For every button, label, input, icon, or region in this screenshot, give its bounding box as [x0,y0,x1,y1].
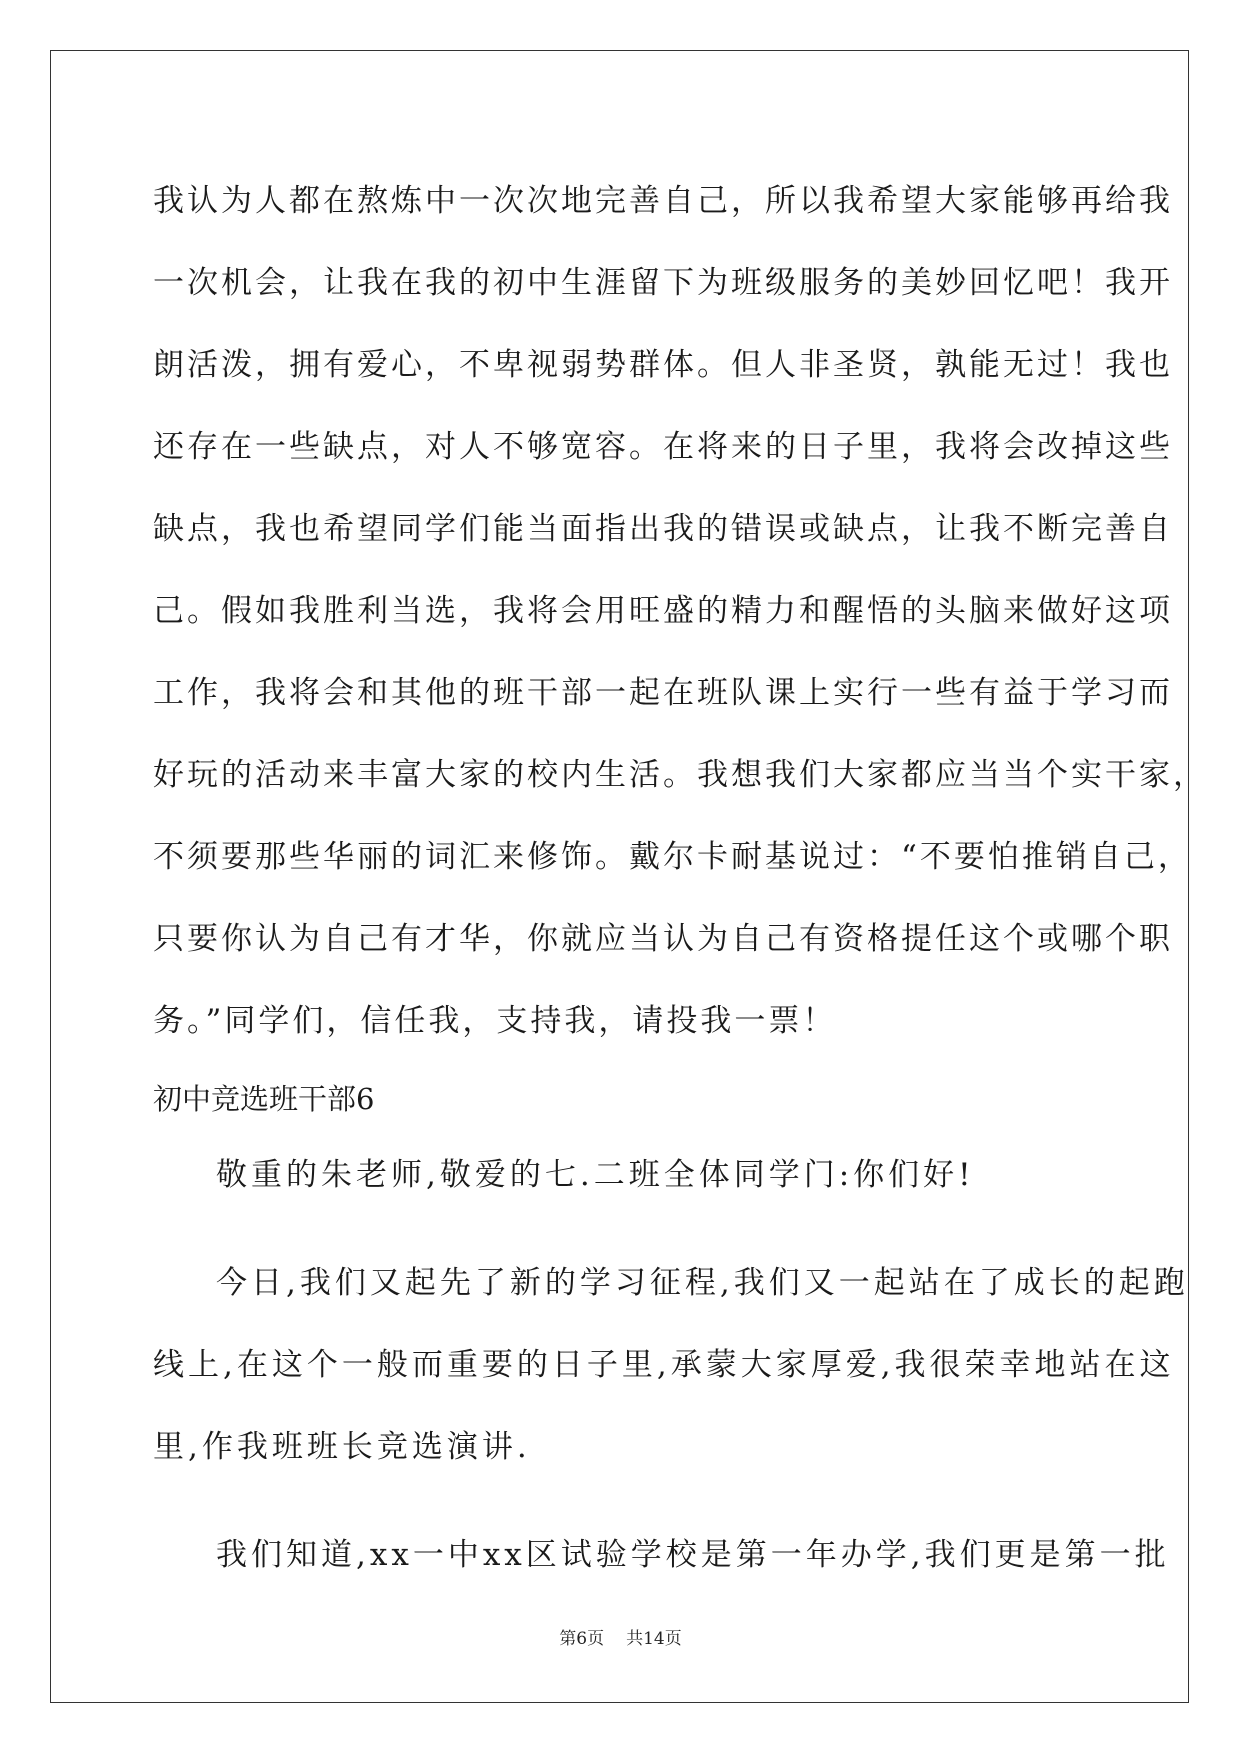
text-line: 还存在一些缺点，对人不够宽容。在将来的日子里，我将会改掉这些 [153,429,1173,465]
text-line: 缺点，我也希望同学们能当面指出我的错误或缺点，让我不断完善自 [153,511,1173,547]
text-line: 不须要那些华丽的词汇来修饰。戴尔卡耐基说过：“不要怕推销自己， [153,839,1192,875]
text-line: 工作，我将会和其他的班干部一起在班队课上实行一些有益于学习而 [153,675,1173,711]
text-line: 朗活泼，拥有爱心，不卑视弱势群体。但人非圣贤，孰能无过！我也 [153,347,1173,383]
text-line: 我们知道,xx一中xx区试验学校是第一年办学,我们更是第一批 [216,1537,1170,1573]
section-heading: 初中竞选班干部6 [153,1082,375,1116]
text-line: 己。假如我胜利当选，我将会用旺盛的精力和醒悟的头脑来做好这项 [153,593,1173,629]
text-line: 线上,在这个一般而重要的日子里,承蒙大家厚爱,我很荣幸地站在这 [153,1347,1175,1383]
paragraph-2 [153,1242,1189,1488]
page-footer [0,1624,1241,1649]
greeting-line: 敬重的朱老师,敬爱的七.二班全体同学门:你们好! [216,1157,975,1193]
page-total: 共14页 [626,1629,682,1649]
paragraph-1 [153,160,1207,1062]
document-body [153,160,1207,1596]
text-line: 一次机会，让我在我的初中生涯留下为班级服务的美妙回忆吧！我开 [153,265,1173,301]
text-line: 只要你认为自己有才华，你就应当认为自己有资格提任这个或哪个职 [153,921,1173,957]
text-line: 务。”同学们，信任我，支持我，请投我一票！ [153,1003,837,1039]
text-line: 好玩的活动来丰富大家的校内生活。我想我们大家都应当当个实干家， [153,757,1207,793]
text-line: 今日,我们又起先了新的学习征程,我们又一起站在了成长的起跑 [216,1265,1189,1301]
text-line: 我认为人都在熬炼中一次次地完善自己，所以我希望大家能够再给我 [153,183,1173,219]
paragraph-3 [153,1514,1170,1596]
text-line: 里,作我班班长竞选演讲. [153,1429,531,1465]
page-number: 第6页 [559,1629,605,1649]
